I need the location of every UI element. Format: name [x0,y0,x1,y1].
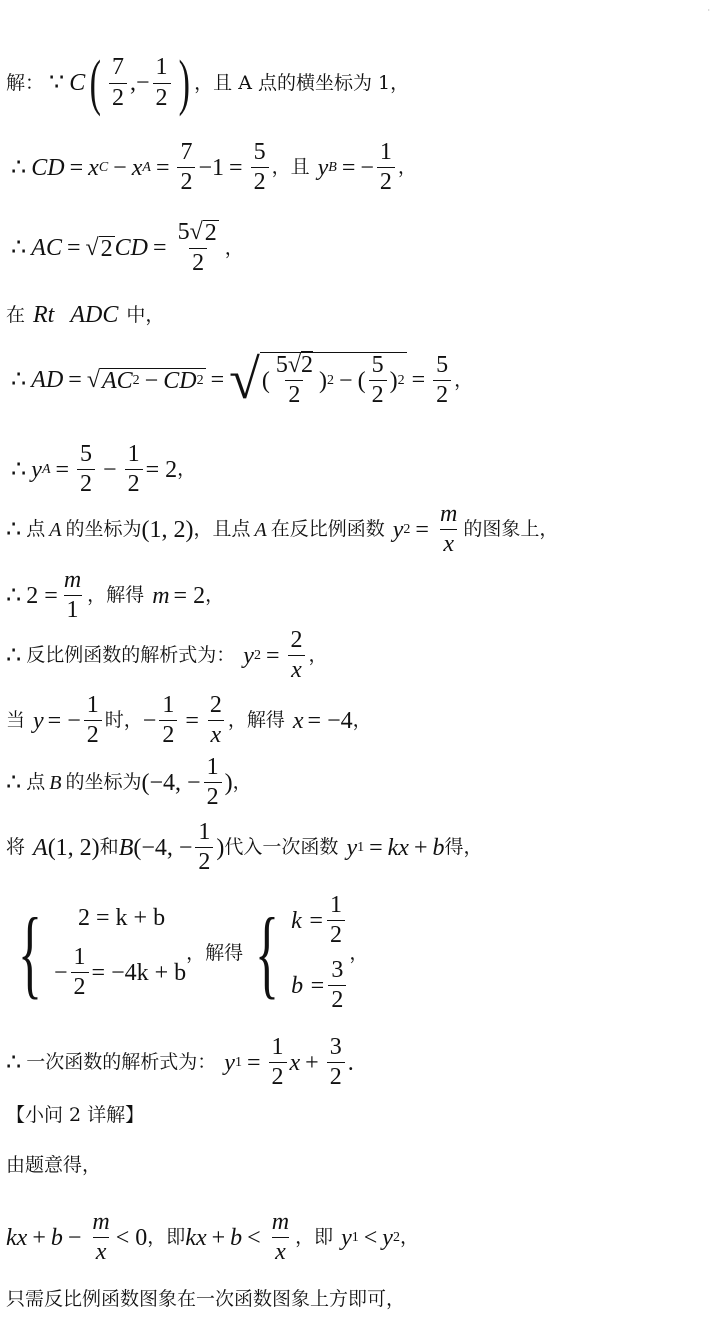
fraction: $\frac{1}{2}$ [125,442,143,497]
fraction: $\frac{5}{2}$ [433,353,451,408]
square-root: √ 2 [85,234,113,262]
solution-line-17: kx + b − $\frac{m}{x}$ < 0 ，即 kx + b < $\frac{m}{x}$ ，即 y 1 < y 2 ， [6,1209,419,1266]
solution-line-2: ∴ CD = x C − x A = $\frac{7}{2}$ −1 = $\frac{5}{2}$ ，且 y B = − $\frac{1}{2}$ ， [11,139,417,196]
fraction: $\frac{7}{2}$ [177,140,195,195]
equation-system: { 2 = k + b − $\frac{1}{2}$ = −4k + b ，解得 { k = $\frac{1}{2}$ b = $\frac{3}{2}$ ， [18,891,369,1013]
solution-line-16: 由题意得， [6,1154,102,1176]
fraction: $\frac{m}{x}$ [271,1209,290,1266]
section-heading: 【小问 2 详解】 [6,1104,145,1126]
fraction: $\frac{1}{2}$ [159,693,177,748]
fraction: $\frac{5}{2}$ [251,140,269,195]
fraction: $\frac{1}{2}$ [377,140,395,195]
fraction: $\frac{1}{2}$ [269,1035,287,1090]
solution-line-18: 只需反比例函数图象在一次函数图象上方即可， [6,1288,406,1310]
solution-line-7: ∴ 点 A 的坐标为 (1, 2) ，且点 A 在反比例函数 y 2 = $\frac{m}{x}$ 的图象上， [6,501,559,558]
square-root: √ AC 2 − CD 2 [86,366,204,394]
solution-line-10: 当 y = − $\frac{1}{2}$ 时， − $\frac{1}{2}$ = $\frac{2}{x}$ ，解得 x = −4 ， [6,692,372,749]
fraction: $\frac{m}{1}$ [63,567,82,624]
solution-line-1: 解： ∵ C ( $\frac{7}{2}$ , − $\frac{1}{2}$ ) ，且 A 点的横坐标为 1， [6,49,410,117]
solution-line-9: ∴ 反比例函数的解析式为： y 2 = $\frac{2}{x}$ ， [6,627,328,684]
square-root: √ ( $\frac{5√2}{2}$ ) 2 − ( $\frac{5}{2}$ ) 2 [229,349,405,411]
fraction: $\frac{2}{x}$ [207,693,225,748]
fraction: 5 √ 2 2 [177,219,217,277]
fraction: $\frac{5}{2}$ [77,442,95,497]
fraction: $\frac{1}{2}$ [84,693,102,748]
fraction: $\frac{2}{x}$ [288,628,306,683]
solution-line-14: ∴ 一次函数的解析式为： y 1 = $\frac{1}{2}$ x + $\frac{3}{2}$ . [6,1034,354,1091]
fraction: $\frac{1}{2}$ [204,755,222,810]
fraction: $\frac{m}{x}$ [92,1209,110,1266]
solution-line-12: 将 A (1, 2) 和 B (−4, − $\frac{1}{2}$ ) 代入一次函数 y 1 = kx + b 得， [6,819,483,876]
fraction: $\frac{1}{2}$ [153,55,171,110]
solution-line-11: ∴ 点 B 的坐标为 (−4, − $\frac{1}{2}$ ) ， [6,754,252,811]
solution-line-5: ∴ AD = √ AC 2 − CD 2 = √ ( $\frac{5√2}{2}$ ) 2 − ( $\frac{5}{2}$ ) 2 = $\frac{5}{2}$ ， [11,349,474,411]
fraction: $\frac{7}{2}$ [109,55,127,110]
solution-line-6: ∴ y A = $\frac{5}{2}$ − $\frac{1}{2}$ = 2 ， [11,441,197,498]
fraction: $\frac{3}{2}$ [327,1035,345,1090]
solution-line-4: 在 Rt ADC 中， [6,302,165,328]
fraction: $\frac{m}{x}$ [439,501,458,558]
solution-line-8: ∴ 2 = $\frac{m}{1}$ ，解得 m = 2 ， [6,567,225,624]
corner-mark: · [707,6,710,15]
solution-line-3: ∴ AC = √ 2 CD = 5 √ 2 2 ， [11,219,244,277]
fraction: $\frac{1}{2}$ [195,820,213,875]
